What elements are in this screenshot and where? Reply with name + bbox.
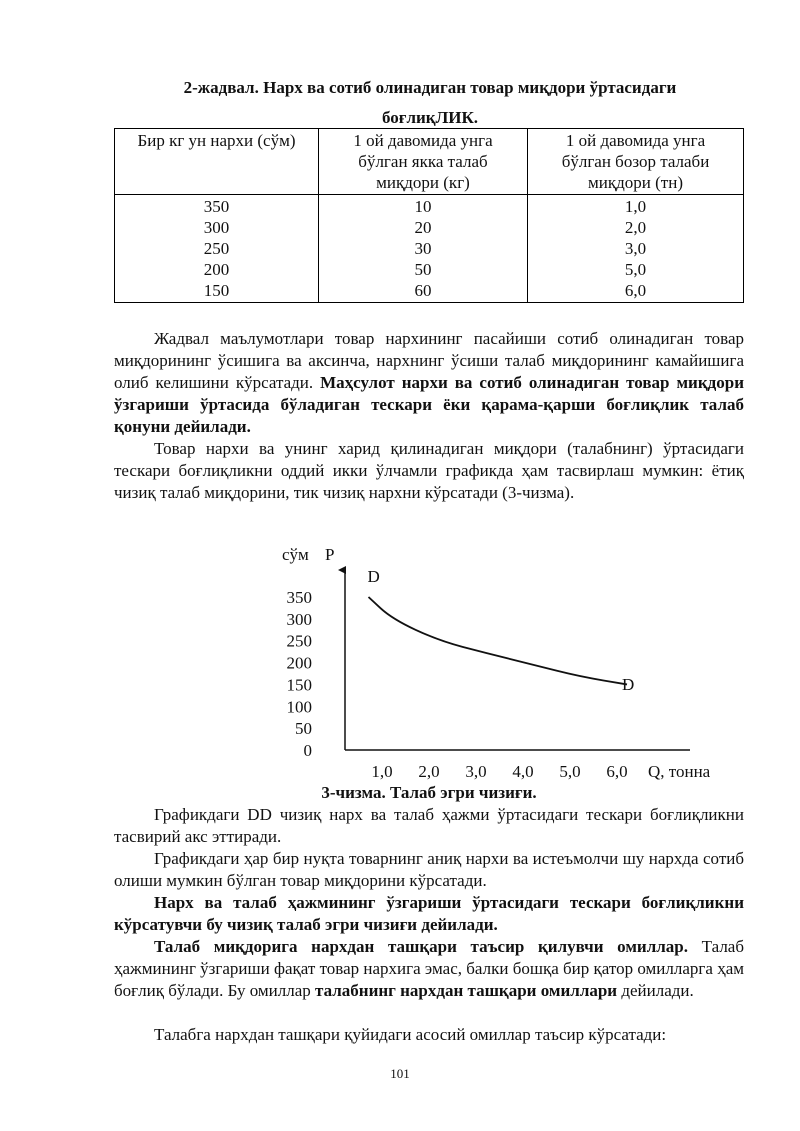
chart-plot-area bbox=[282, 545, 711, 781]
y-tick-label: 50 bbox=[295, 719, 312, 739]
figure-caption: 3-чизма. Талаб эгри чизиғи. bbox=[321, 783, 537, 802]
table-caption-line1: 2-жадвал. Нарх ва сотиб олинадиган товар миқдори ўртасидаги bbox=[183, 78, 677, 97]
y-tick-label: 250 bbox=[286, 631, 312, 651]
y-axis-letter: P bbox=[325, 545, 335, 564]
paragraph-bold-text: Маҳсулот нархи ва сотиб олинадиган товар миқдори ўзгариши ўртасида бўладиган тескари ёки қарама-қарши боғлиқлик талаб қонуни дейилади. bbox=[114, 373, 744, 436]
header-market-line1: 1 ой давомида унга bbox=[565, 131, 706, 150]
y-tick-label: 0 bbox=[303, 741, 312, 760]
header-market-line3: миқдори (тн) bbox=[588, 173, 683, 192]
x-tick-label: 1,0 bbox=[371, 762, 393, 781]
paragraph-text: Жадвал маълумотлари товар нархининг пасайиши сотиб олинадиган товар миқдорининг ўсишига ва аксинча, нархнинг ўсиши талаб миқдорининг камайишига олиб келишини кўрсатади. bbox=[114, 329, 744, 392]
x-tick-label: 6,0 bbox=[606, 762, 628, 781]
market-cell: 2,0 bbox=[624, 218, 647, 237]
paragraph-bold-text: талабнинг нархдан ташқари омиллари bbox=[315, 981, 618, 1000]
market-cell: 3,0 bbox=[624, 239, 647, 258]
table-caption-line2: боғлиқЛИК. bbox=[381, 108, 479, 127]
header-market-line2: бўлган бозор талаби bbox=[561, 152, 710, 171]
curve-label-start: D bbox=[367, 567, 380, 586]
market-cell: 1,0 bbox=[624, 197, 647, 216]
paragraph-nonprice-factors bbox=[114, 936, 744, 1002]
paragraph-text: Талаб ҳажмининг ўзгариши фақат товар нархига эмас, балки бошқа бир қатор омилларга ҳам боғлиқ бўлади. Бу омиллар bbox=[114, 937, 745, 1000]
y-tick-label: 300 bbox=[286, 609, 312, 629]
header-price-line: Бир кг ун нархи (сўм) bbox=[137, 131, 296, 150]
y-tick-label: 200 bbox=[286, 653, 312, 673]
header-individual-line3: миқдори (кг) bbox=[376, 173, 470, 192]
paragraph-bold-text: Нарх ва талаб ҳажмининг ўзгариши ўртасидаги тескари боғлиқликни кўрсатувчи бу чизиқ талаб эгри чизиғи дейилади. bbox=[114, 893, 744, 934]
y-tick-label: 100 bbox=[286, 697, 312, 717]
price-cell: 300 bbox=[203, 218, 230, 237]
x-tick-label: 2,0 bbox=[418, 762, 440, 781]
y-axis-unit-label: сўм bbox=[282, 545, 309, 564]
individual-cell: 60 bbox=[414, 281, 432, 300]
paragraph-factors-intro: Талабга нархдан ташқари қуйидаги асосий омиллар таъсир кўрсатади: bbox=[154, 1025, 667, 1044]
paragraph-demand-curve-definition bbox=[114, 892, 744, 936]
individual-cell: 50 bbox=[414, 260, 432, 279]
page-number: 101 bbox=[390, 1066, 410, 1081]
price-cell: 150 bbox=[203, 281, 230, 300]
individual-cell: 30 bbox=[414, 239, 432, 258]
market-cell: 6,0 bbox=[624, 281, 647, 300]
price-cell: 350 bbox=[203, 197, 230, 216]
x-tick-label: 5,0 bbox=[559, 762, 581, 781]
x-tick-label: 3,0 bbox=[465, 762, 487, 781]
y-tick-label: 350 bbox=[286, 588, 312, 607]
y-tick-label: 150 bbox=[286, 675, 312, 695]
paragraph-each-point: Графикдаги ҳар бир нуқта товарнинг аниқ нархи ва истеъмолчи шу нархда сотиб олиши мумкин бўлган товар миқдорини кўрсатади. bbox=[114, 849, 744, 890]
header-individual-line2: бўлган якка талаб bbox=[358, 152, 488, 171]
individual-cell: 10 bbox=[414, 197, 432, 216]
x-tick-label: 4,0 bbox=[512, 762, 534, 781]
paragraph-graph-intro: Товар нархи ва унинг харид қилинадиган миқдори (талабнинг) ўртасидаги тескари боғлиқликни оддий икки ўлчамли графикда ҳам тасвирлаш мумкин: ётиқ чизиқ талаб миқдорини, тик чизиқ нархни кўрсатади (3-чизма). bbox=[114, 439, 744, 502]
market-cell: 5,0 bbox=[624, 260, 647, 279]
demand-curve-line bbox=[369, 597, 628, 684]
x-axis-label: Q, тонна bbox=[648, 762, 711, 781]
curve-label-end: D bbox=[622, 675, 635, 694]
paragraph-bold-heading: Талаб миқдорига нархдан ташқари таъсир қилувчи омиллар. bbox=[154, 937, 689, 956]
individual-cell: 20 bbox=[414, 218, 432, 237]
price-cell: 250 bbox=[203, 239, 230, 258]
paragraph-text: дейилади. bbox=[617, 981, 694, 1000]
header-individual-line1: 1 ой давомида унга bbox=[353, 131, 493, 150]
paragraph-dd-line: Графикдаги DD чизиқ нарх ва талаб ҳажми ўртасидаги тескари боғлиқликни тасвирий акс эттиради. bbox=[114, 805, 744, 846]
price-cell: 200 bbox=[203, 260, 230, 279]
